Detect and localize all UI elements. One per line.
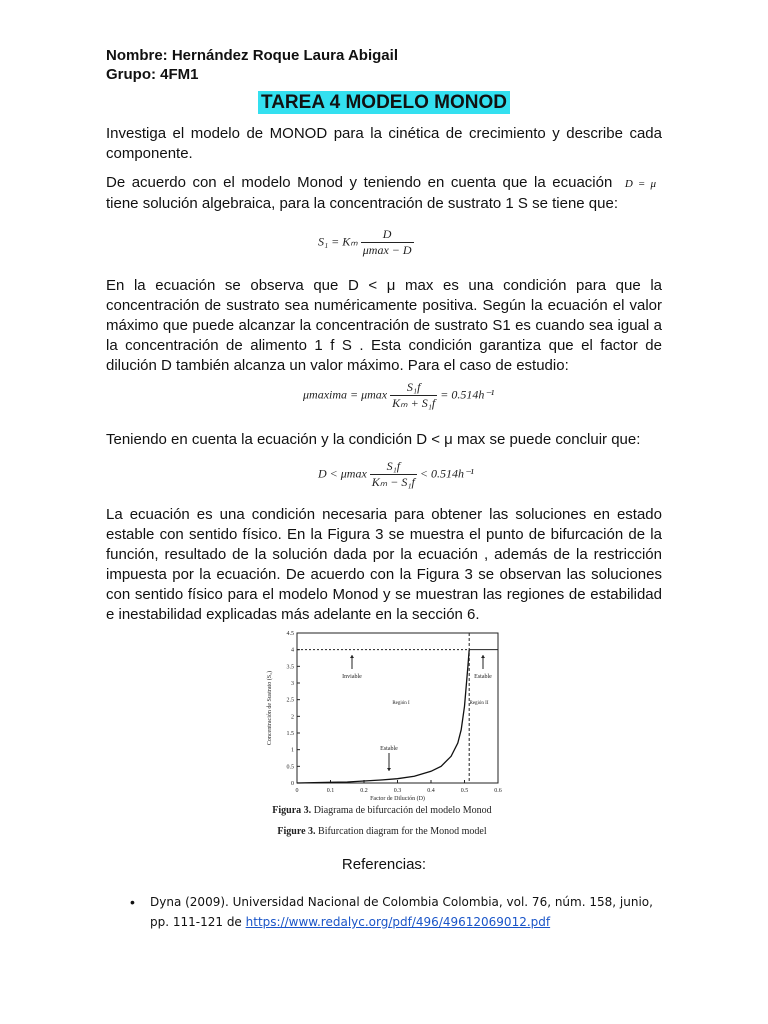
equation-2-den: Kₘ + S₁f — [392, 396, 436, 410]
equation-3-num: S₁f — [386, 459, 401, 473]
arrow-inviable-head — [350, 655, 354, 658]
x-tick-label: 0.6 — [494, 788, 502, 794]
equation-1 — [318, 227, 414, 258]
student-group: Grupo: 4FM1 — [106, 66, 199, 83]
page-title: TAREA 4 MODELO MONOD — [258, 91, 510, 114]
arrow-estable-low-head — [387, 768, 391, 771]
caption-es — [262, 805, 502, 816]
x-tick-label: 0 — [295, 788, 299, 794]
equation-1-den: μmax − D — [362, 243, 412, 257]
paragraph-3: En la ecuación se observa que D < μ max es una condición para que la concentración de sustrato sea numéricamente positiva. Según la ecuación el valor máximo que puede alcanzar la concentración de sustrato S1 es cuando sea igual a la concentración de alimento 1 f S . Esta condición garantiza que el factor de dilución D también alcanza un valor máximo. Para el caso de estudio: — [106, 277, 662, 374]
caption-en-label: Figure 3. — [277, 826, 316, 837]
references-heading: Referencias: — [341, 856, 427, 873]
equation-3-fraction — [370, 459, 417, 490]
student-name: Nombre: Hernández Roque Laura Abigail — [106, 47, 398, 64]
arrow-estable-top-head — [481, 655, 485, 658]
equation-2-rhs: = 0.514h⁻¹ — [440, 387, 495, 402]
x-tick-label: 0.1 — [326, 788, 335, 794]
caption-es-text: Diagrama de bifurcación del modelo Monod — [313, 805, 492, 816]
paragraph-5: La ecuación es una condición necesaria para obtener las soluciones en estado estable con sentido físico. En la Figura 3 se muestra el punto de bifurcación de la función, resultado de la solución dada por la ecuación , además de la restricción impuesta por la ecuación. De acuerdo con la Figura 3 se observan las soluciones con sentido físico para el modelo Monod y se muestran las regiones de estabilidad e inestabilidad explicadas más adelante en la sección 6. — [106, 506, 662, 623]
paragraph-4: Teniendo en cuenta la ecuación y la condición D < μ max se puede concluir que: — [106, 431, 641, 448]
x-tick-label: 0.5 — [460, 788, 469, 794]
y-tick-label: 4.5 — [286, 631, 294, 637]
caption-en-text: Bifurcation diagram for the Monod model — [318, 826, 487, 837]
paragraph-2-b: tiene solución algebraica, para la concentración de sustrato 1 S se tiene que: — [106, 195, 618, 212]
y-tick-label: 4 — [291, 647, 294, 654]
y-tick-label: 0 — [291, 781, 294, 787]
reference-item — [150, 892, 670, 932]
y-tick-label: 2.5 — [286, 697, 294, 704]
reference-text: Dyna (2009). Universidad Nacional de Colombia Colombia, vol. 76, núm. 158, junio, pp. 111-121 de — [150, 895, 653, 929]
y-axis-label: Concentración de Sustrato (S₁) — [267, 670, 273, 746]
label-estable-top: Estable — [474, 674, 492, 680]
inline-equation: D = μ — [624, 178, 656, 190]
page-title-wrap — [0, 92, 768, 114]
y-tick-label: 3.5 — [286, 664, 294, 671]
y-tick-label: 0.5 — [286, 764, 294, 771]
equation-3-rhs: < 0.514h⁻¹ — [419, 466, 474, 481]
equation-3 — [318, 459, 474, 490]
label-estable-low: Estable — [380, 746, 398, 752]
bifurcation-chart — [262, 628, 502, 803]
equation-2 — [303, 380, 494, 411]
paragraph-2 — [106, 173, 662, 214]
equation-2-lhs: μmaxima = μmax — [303, 387, 388, 402]
y-tick-label: 3 — [291, 681, 294, 687]
label-region-2: Región II — [469, 701, 489, 706]
bullet-dot: • — [130, 894, 135, 910]
equation-2-fraction — [390, 380, 437, 411]
equation-3-den: Kₘ − S₁f — [371, 475, 415, 489]
y-tick-label: 2 — [291, 714, 294, 721]
paragraph-1: Investiga el modelo de MONOD para la cinética de crecimiento y describe cada componente. — [106, 125, 662, 162]
equation-1-num: D — [382, 227, 392, 241]
equation-2-num: S₁f — [406, 380, 421, 394]
caption-es-label: Figura 3. — [272, 805, 312, 816]
series-line — [297, 650, 469, 783]
x-tick-label: 0.4 — [427, 788, 435, 794]
caption-en — [262, 826, 502, 837]
x-tick-label: 0.2 — [360, 788, 368, 794]
y-tick-label: 1 — [291, 747, 294, 754]
equation-3-lhs: D < μmax — [318, 466, 367, 481]
x-tick-label: 0.3 — [393, 788, 402, 794]
label-inviable: Inviable — [342, 674, 362, 680]
x-axis-label: Factor de Dilución (D) — [370, 796, 425, 802]
label-region-1: Región I — [392, 701, 410, 706]
paragraph-2-a: De acuerdo con el modelo Monod y teniendo en cuenta que la ecuación — [106, 174, 613, 191]
plot-frame — [297, 633, 498, 783]
equation-1-fraction — [361, 227, 414, 258]
y-tick-label: 1.5 — [286, 731, 294, 737]
reference-link[interactable]: https://www.redalyc.org/pdf/496/49612069012.pdf — [245, 915, 551, 929]
equation-1-lhs: S₁ = Kₘ — [318, 234, 358, 249]
